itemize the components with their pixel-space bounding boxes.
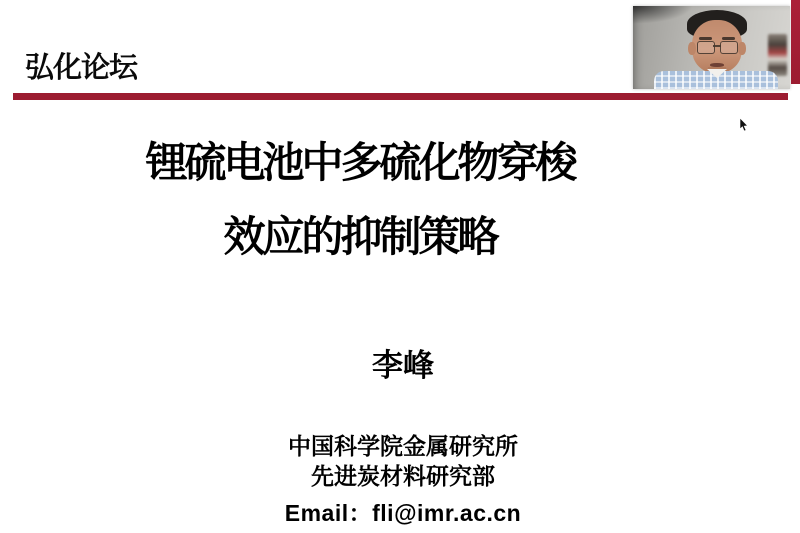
slide-title-line-2: 效应的抑制策略 xyxy=(223,213,497,260)
presenter-eyebrow-left xyxy=(699,37,712,40)
affiliation-line-2: 先进炭材料研究部 xyxy=(311,463,495,489)
right-edge-strip xyxy=(791,0,800,84)
presenter-eyebrow-right xyxy=(722,37,735,40)
affiliation-line-1: 中国科学院金属研究所 xyxy=(288,433,518,459)
presenter-name: 李峰 xyxy=(372,348,434,383)
glasses-lens-left xyxy=(697,41,715,54)
mouse-cursor-icon xyxy=(739,118,750,133)
email-line: Email：fli@imr.ac.cn xyxy=(284,500,522,526)
header-divider xyxy=(13,93,788,100)
forum-label: 弘化论坛 xyxy=(25,52,138,84)
slide-title-line-1: 锂硫电池中多硫化物穿梭 xyxy=(145,139,575,186)
wall-photo xyxy=(768,34,787,76)
webcam-video[interactable] xyxy=(633,6,790,89)
glasses-lens-right xyxy=(720,41,738,54)
presenter-ear-right xyxy=(738,42,746,55)
glasses-bridge xyxy=(713,45,721,47)
webcam-corner-shadow xyxy=(633,6,693,24)
presenter-ear-left xyxy=(688,42,696,55)
